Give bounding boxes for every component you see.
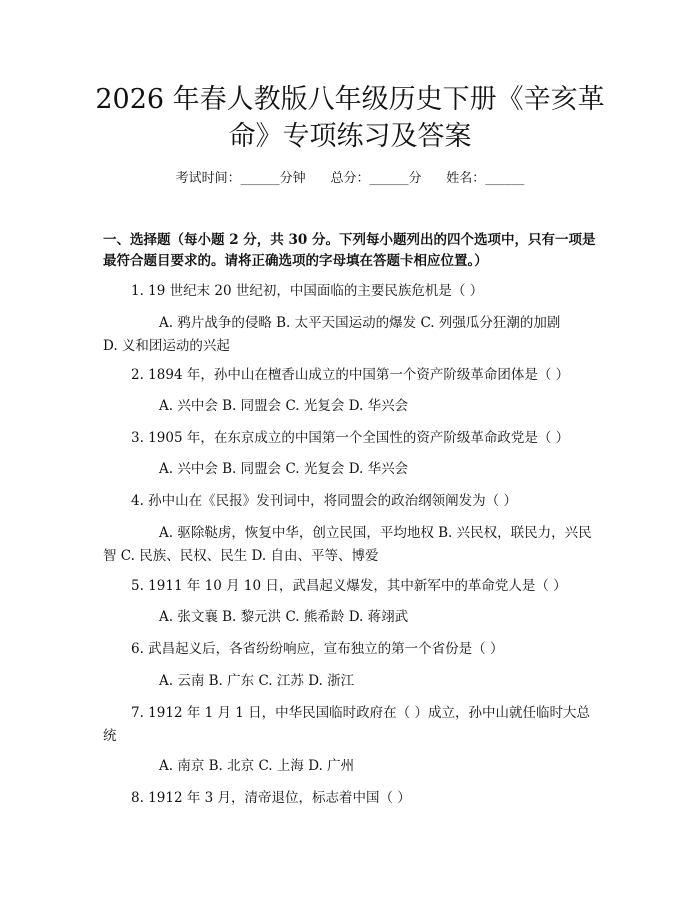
option-a: A. 南京 bbox=[159, 758, 205, 774]
question-stem: 1. 19 世纪末 20 世纪初，中国面临的主要民族危机是（ ） bbox=[131, 283, 484, 299]
option-c: C. 光复会 bbox=[285, 398, 345, 414]
exam-info-row bbox=[0, 170, 700, 188]
page-title-line2: 命》专项练习及答案 bbox=[228, 121, 472, 152]
option-c: C. 民族、民权、民生 bbox=[120, 548, 248, 564]
section-heading-multiple-choice: 一、选择题（每小题 2 分，共 30 分。下列每小题列出的四个选项中，只有一项是最符合题目要求的。请将正确选项的字母填在答题卡相应位置。） bbox=[103, 232, 596, 269]
option-b: B. 同盟会 bbox=[222, 461, 282, 477]
exam-score-field: 总分：______分 bbox=[330, 171, 422, 186]
option-c: C. 上海 bbox=[258, 758, 304, 774]
question-stem: 7. 1912 年 1 月 1 日，中华民国临时政府在（ ）成立，孙中山就任临时大总统 bbox=[103, 705, 590, 744]
question-stem: 3. 1905 年，在东京成立的中国第一个全国性的资产阶级革命政党是（ ） bbox=[131, 430, 570, 446]
question-options bbox=[103, 670, 598, 693]
option-b: B. 黎元洪 bbox=[222, 609, 282, 625]
option-b: B. 北京 bbox=[208, 758, 255, 774]
question-options bbox=[103, 606, 598, 629]
option-a: A. 兴中会 bbox=[159, 398, 218, 414]
exam-name-field: 姓名：______ bbox=[446, 171, 525, 186]
question-options bbox=[103, 755, 598, 778]
option-b: B. 太平天国运动的爆发 bbox=[276, 315, 417, 331]
option-a: A. 鸦片战争的侵略 bbox=[159, 315, 272, 331]
question-options bbox=[103, 395, 598, 418]
exam-time-field: 考试时间：______分钟 bbox=[175, 171, 306, 186]
question-stem: 8. 1912 年 3 月，清帝退位，标志着中国（ ） bbox=[131, 790, 411, 806]
option-d: D. 蒋翊武 bbox=[348, 609, 409, 625]
option-d: D. 浙江 bbox=[308, 673, 355, 689]
option-a: A. 兴中会 bbox=[159, 461, 218, 477]
question-stem: 2. 1894 年，孙中山在檀香山成立的中国第一个资产阶级革命团体是（ ） bbox=[131, 367, 570, 383]
option-d: D. 华兴会 bbox=[348, 461, 409, 477]
question-options bbox=[103, 312, 598, 358]
question-stem: 5. 1911 年 10 月 10 日，武昌起义爆发，其中新军中的革命党人是（ ） bbox=[131, 578, 567, 594]
option-b: B. 广东 bbox=[208, 673, 255, 689]
option-c: C. 江苏 bbox=[258, 673, 304, 689]
option-d: D. 华兴会 bbox=[348, 398, 409, 414]
question-stem: 6. 武昌起义后，各省纷纷响应，宣布独立的第一个省份是（ ） bbox=[131, 641, 504, 657]
option-c: C. 光复会 bbox=[285, 461, 345, 477]
option-c: C. 熊希龄 bbox=[285, 609, 345, 625]
page-title-line1: 2026 年春人教版八年级历史下册《辛亥革 bbox=[95, 84, 605, 115]
question-options bbox=[103, 458, 598, 481]
option-d: D. 广州 bbox=[308, 758, 355, 774]
option-a: A. 云南 bbox=[159, 673, 205, 689]
option-b: B. 同盟会 bbox=[222, 398, 282, 414]
option-a: A. 驱除鞑虏，恢复中华，创立民国，平均地权 bbox=[159, 525, 434, 541]
option-c: C. 列强瓜分狂潮的加剧 bbox=[420, 315, 561, 331]
question-stem: 4. 孙中山在《民报》发刊词中，将同盟会的政治纲领阐发为（ ） bbox=[131, 493, 517, 509]
option-a: A. 张文襄 bbox=[159, 609, 218, 625]
option-d: D. 义和团运动的兴起 bbox=[103, 338, 230, 354]
option-d: D. 自由、平等、博爱 bbox=[251, 548, 379, 564]
question-options bbox=[103, 522, 598, 568]
option-b: B. 兴民权，联民力，兴民智 bbox=[103, 525, 592, 564]
